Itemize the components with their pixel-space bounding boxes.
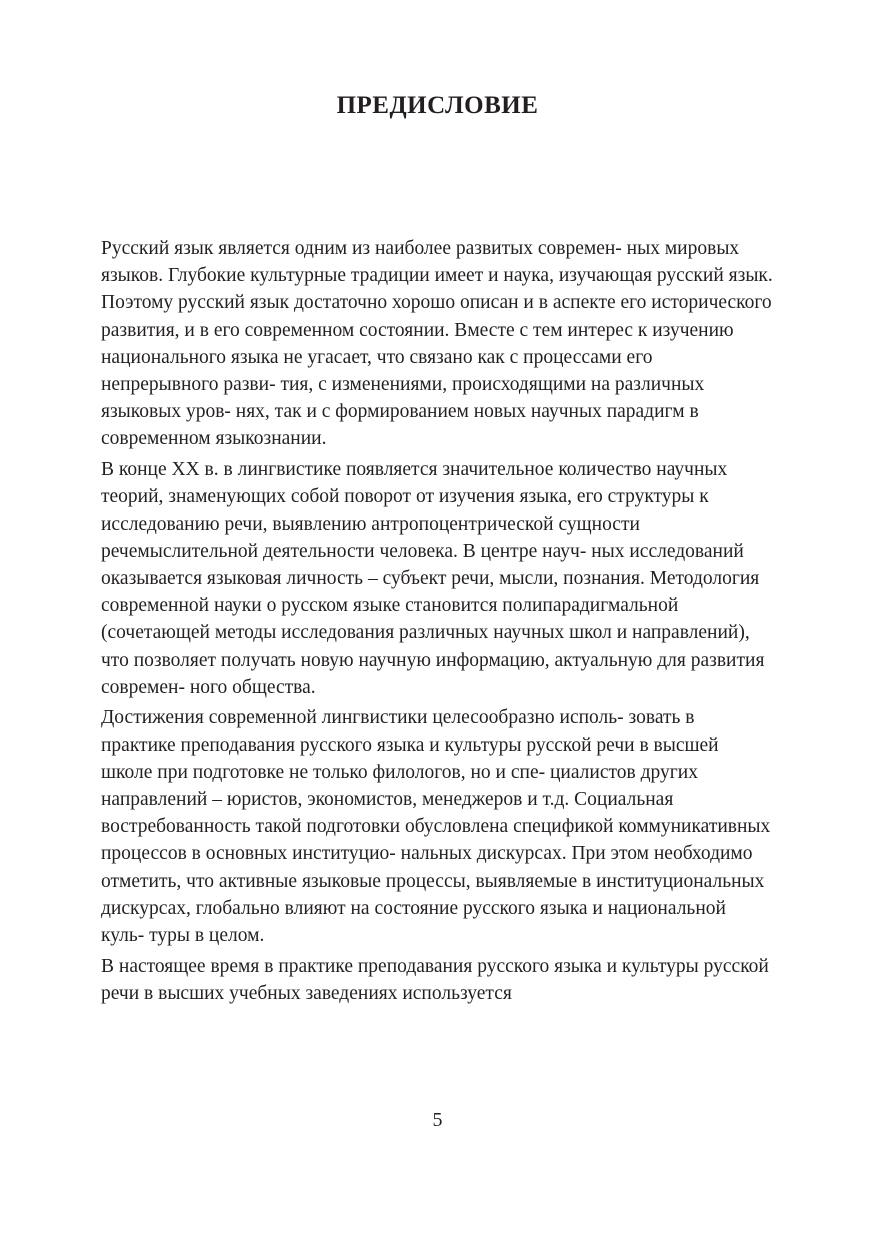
text-line: языковые процессы, выявляемые в институциональных дискурсах, xyxy=(101,870,765,919)
page-title: ПРЕДИСЛОВИЕ xyxy=(336,92,539,119)
text-line: научных теорий, знаменующих собой поворот от изучения языка, его xyxy=(101,459,728,508)
text-line: описан и в аспекте его исторического развития, и в его современном xyxy=(101,292,772,341)
text-line: циалистов других направлений – юристов, экономистов, менеджеров xyxy=(101,761,698,811)
text-line: нях, так и с формированием новых научных парадигм в современном xyxy=(101,401,699,450)
text-line: не угасает, что связано как с процессами его непрерывного разви- xyxy=(101,346,653,396)
text-line: нальных дискурсах. При этом необходимо отметить, что активные xyxy=(101,843,753,892)
text-line: ных исследований оказывается языковая личность – субъект речи, xyxy=(101,540,744,589)
text-line: Достижения современной лингвистики целесообразно исполь- xyxy=(101,707,624,729)
paragraph-1 xyxy=(101,235,774,453)
text-line: состоянии. Вместе с тем интерес к изучению национального языка xyxy=(101,319,734,368)
text-line: и т.д. Социальная востребованность такой подготовки обусловлена xyxy=(101,789,674,838)
text-line: новую научную информацию, актуальную для развития современ- xyxy=(101,649,765,698)
page-number: 5 xyxy=(432,1109,443,1131)
text-line: становится полипарадигмальной (сочетающей методы исследования xyxy=(101,595,679,644)
text-line: Русский язык является одним из наиболее развитых современ- xyxy=(101,238,622,259)
text-line: изучающая русский язык. Поэтому русский язык достаточно хорошо xyxy=(101,265,773,314)
text-line: мысли, познания. Методология современной науки о русском языке xyxy=(101,567,760,617)
paragraph-3 xyxy=(101,704,774,949)
text-line: сущности речемыслительной деятельности человека. В центре науч- xyxy=(101,513,640,562)
text-line: языкознании. xyxy=(215,428,327,450)
paragraph-2 xyxy=(101,456,774,701)
text-line: В настоящее время в практике преподавания русского языка xyxy=(101,955,602,977)
paragraph-4 xyxy=(101,953,774,1007)
text-line: и культуры русской речи в высших учебных заведениях используется xyxy=(101,955,769,1004)
text-line: глобально влияют на состояние русского языка и национальной куль- xyxy=(101,897,726,947)
body-text xyxy=(101,235,774,1011)
text-line: ных мировых языков. Глубокие культурные традиции имеет и наука, xyxy=(101,238,740,287)
text-line: структуры к исследованию речи, выявлению антропоцентрической xyxy=(101,486,709,535)
text-line: речи в высшей школе при подготовке не только филологов, но и спе- xyxy=(101,734,719,783)
text-line: туры в целом. xyxy=(149,925,265,947)
text-line: тия, с изменениями, происходящими на различных языковых уров- xyxy=(101,374,705,423)
text-line: спецификой коммуникативных процессов в основных институцио- xyxy=(101,816,771,865)
text-line: ного общества. xyxy=(189,676,316,698)
text-line: зовать в практике преподавания русского языка и культуры русской xyxy=(101,707,695,756)
text-line: различных научных школ и направлений), что позволяет получать xyxy=(101,622,750,671)
text-line: В конце XX в. в лингвистике появляется значительное количество xyxy=(101,459,652,481)
